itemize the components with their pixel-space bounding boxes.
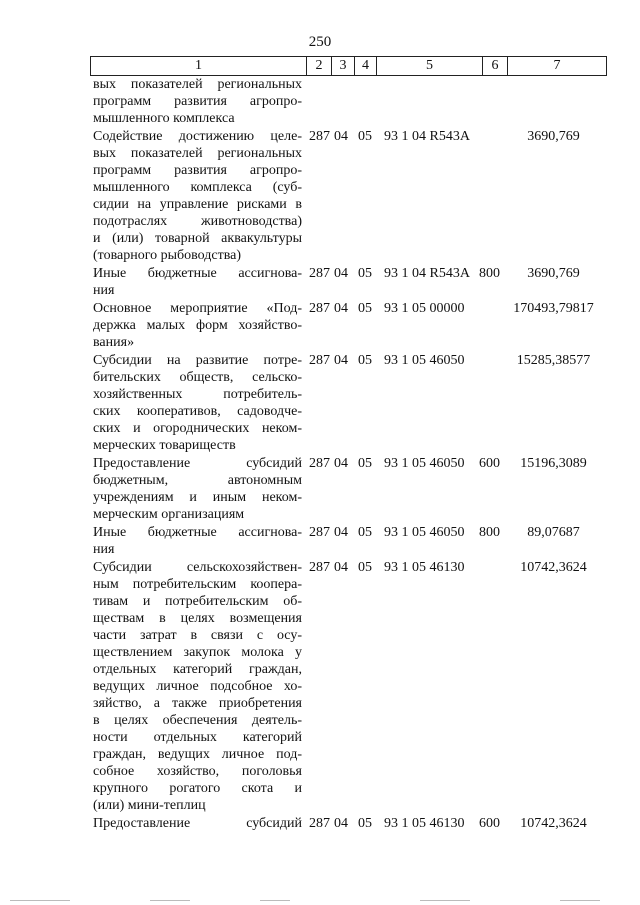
cell-c6: 800: [479, 266, 500, 281]
description-line: Основное мероприятие «Под-: [93, 301, 302, 316]
description-line: граждан, ведущих личное под-: [93, 747, 302, 762]
scan-artifact: [560, 900, 600, 901]
cell-c7: 89,07687: [527, 525, 580, 540]
table-row: [0, 300, 640, 352]
cell-c7: 170493,79817: [513, 301, 594, 316]
row-description: [93, 265, 302, 299]
description-line: хозяйственных потребитель-: [93, 387, 302, 402]
table-row: [0, 815, 640, 833]
cell-c3: 04: [334, 560, 348, 575]
description-line: Иные бюджетные ассигнова-: [93, 525, 302, 540]
description-line: ществам в целях возмещения: [93, 611, 302, 626]
cell-c7: 3690,769: [527, 129, 580, 144]
cell-c4: 05: [358, 525, 372, 540]
description-line: ведущих личное подсобное хо-: [93, 679, 302, 694]
description-line: части затрат в связи с осу-: [93, 628, 302, 643]
description-line: Иные бюджетные ассигнова-: [93, 266, 302, 281]
row-description: [93, 128, 302, 264]
cell-c5: 93 1 04 R543A: [384, 129, 470, 144]
cell-c5: 93 1 05 46050: [384, 456, 465, 471]
table-row: [0, 455, 640, 524]
page-number: 250: [308, 34, 332, 50]
description-line: ществлением закупок молока у: [93, 645, 302, 660]
description-line: мерческим организациям: [93, 507, 245, 522]
cell-c3: 04: [334, 525, 348, 540]
cell-c7: 15285,38577: [516, 353, 591, 368]
header-col-1: 1: [91, 57, 307, 75]
table-row: [0, 128, 640, 265]
description-line: вых показателей региональных: [93, 146, 302, 161]
cell-c7: 15196,3089: [520, 456, 587, 471]
table-row: [0, 76, 640, 128]
cell-c3: 04: [334, 353, 348, 368]
description-line: программ развития агропро-: [93, 163, 302, 178]
header-col-6: 6: [483, 57, 508, 75]
cell-c7: 3690,769: [527, 266, 580, 281]
table-row: [0, 352, 640, 455]
cell-c6: 800: [479, 525, 500, 540]
cell-c5: 93 1 05 46130: [384, 816, 465, 831]
row-description: [93, 559, 302, 814]
description-line: Предоставление субсидий: [93, 456, 302, 471]
description-line: мышленного комплекса: [93, 111, 235, 126]
header-col-2: 2: [307, 57, 332, 75]
cell-c4: 05: [358, 816, 372, 831]
description-line: (или) мини-теплиц: [93, 798, 206, 813]
cell-c4: 05: [358, 266, 372, 281]
description-line: зяйство, а также приобретения: [93, 696, 302, 711]
description-line: ния: [93, 542, 115, 557]
cell-c2: 287: [309, 353, 330, 368]
row-description: [93, 76, 302, 127]
description-line: бюджетным, автономным: [93, 473, 302, 488]
description-line: ских кооперативов, садоводче-: [93, 404, 302, 419]
description-line: бительских обществ, сельско-: [93, 370, 302, 385]
cell-c3: 04: [334, 816, 348, 831]
row-description: [93, 300, 302, 351]
description-line: мерческих товариществ: [93, 438, 236, 453]
description-line: тивам и потребительским об-: [93, 594, 302, 609]
cell-c5: 93 1 04 R543A: [384, 266, 470, 281]
description-line: программ развития агропро-: [93, 94, 302, 109]
cell-c5: 93 1 05 46130: [384, 560, 465, 575]
cell-c6: 600: [479, 456, 500, 471]
cell-c3: 04: [334, 301, 348, 316]
description-line: ских и огороднических неком-: [93, 421, 302, 436]
cell-c7: 10742,3624: [520, 560, 587, 575]
cell-c6: 600: [479, 816, 500, 831]
description-line: (товарного рыбоводства): [93, 248, 242, 263]
row-description: [93, 352, 302, 454]
scan-artifact: [260, 900, 290, 901]
header-col-3: 3: [332, 57, 355, 75]
description-line: ности отдельных категорий: [93, 730, 302, 745]
description-line: Предоставление субсидий: [93, 816, 302, 831]
row-description: [93, 815, 302, 832]
description-line: и (или) товарной аквакультуры: [93, 231, 302, 246]
scan-artifact: [10, 900, 70, 901]
cell-c5: 93 1 05 00000: [384, 301, 465, 316]
scan-artifact: [420, 900, 470, 901]
table-row: [0, 524, 640, 559]
description-line: Субсидии сельскохозяйствен-: [93, 560, 302, 575]
cell-c2: 287: [309, 301, 330, 316]
cell-c7: 10742,3624: [520, 816, 587, 831]
table-header: [90, 56, 607, 76]
table-body: [0, 76, 640, 833]
description-line: Содействие достижению целе-: [93, 129, 302, 144]
row-description: [93, 455, 302, 523]
table-row: [0, 559, 640, 815]
cell-c3: 04: [334, 129, 348, 144]
description-line: вания»: [93, 335, 135, 350]
cell-c5: 93 1 05 46050: [384, 525, 465, 540]
scan-artifact: [150, 900, 190, 901]
description-line: отдельных категорий граждан,: [93, 662, 302, 677]
description-line: ния: [93, 283, 115, 298]
cell-c2: 287: [309, 266, 330, 281]
description-line: крупного рогатого скота и: [93, 781, 302, 796]
cell-c2: 287: [309, 560, 330, 575]
header-col-7: 7: [553, 58, 561, 73]
cell-c4: 05: [358, 560, 372, 575]
description-line: сидии на управление рисками в: [93, 197, 302, 212]
description-line: учреждениям и иным неком-: [93, 490, 302, 505]
cell-c3: 04: [334, 266, 348, 281]
cell-c5: 93 1 05 46050: [384, 353, 465, 368]
description-line: в целях обеспечения деятель-: [93, 713, 302, 728]
header-col-4: 4: [355, 57, 377, 75]
cell-c3: 04: [334, 456, 348, 471]
description-line: мышленного комплекса (суб-: [93, 180, 302, 195]
description-line: вых показателей региональных: [93, 77, 302, 92]
row-description: [93, 524, 302, 558]
description-line: держка малых форм хозяйство-: [93, 318, 302, 333]
description-line: собное хозяйство, поголовья: [93, 764, 302, 779]
cell-c2: 287: [309, 816, 330, 831]
cell-c2: 287: [309, 129, 330, 144]
table-row: [0, 265, 640, 300]
cell-c4: 05: [358, 353, 372, 368]
cell-c4: 05: [358, 456, 372, 471]
description-line: Субсидии на развитие потре-: [93, 353, 302, 368]
description-line: подотраслях животноводства): [93, 214, 302, 229]
cell-c4: 05: [358, 129, 372, 144]
cell-c4: 05: [358, 301, 372, 316]
header-col-5: 5: [377, 57, 483, 75]
cell-c2: 287: [309, 525, 330, 540]
description-line: ным потребительским коопера-: [93, 577, 302, 592]
cell-c2: 287: [309, 456, 330, 471]
